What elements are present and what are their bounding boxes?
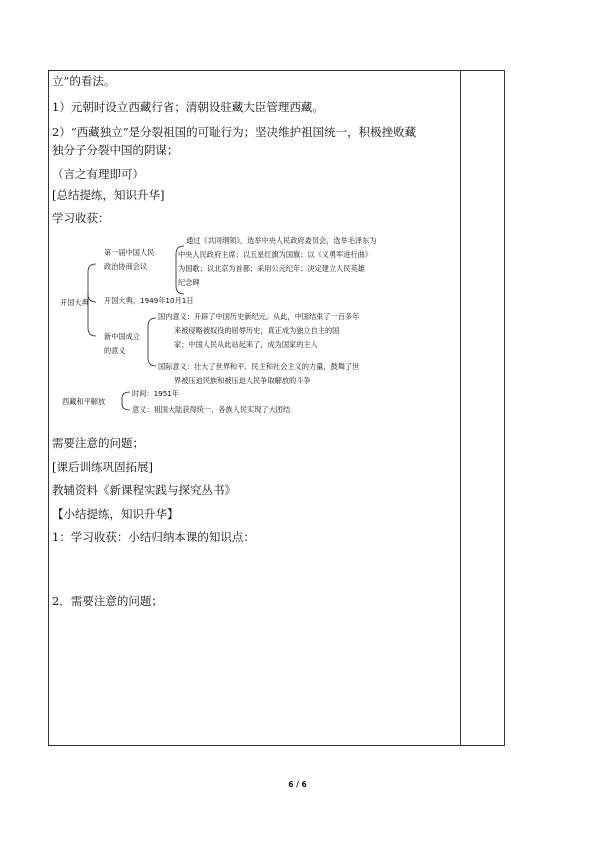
text-line: 学习收获： — [52, 211, 110, 225]
text-line: 教辅资料《新课程实践与探究丛书》 — [52, 483, 236, 497]
mindmap-domestic: 来被侵略被奴役的屈辱历史，真正成为独立自主的国 — [174, 326, 340, 335]
text-line: （言之有理即可） — [52, 167, 144, 181]
mindmap-significance-line: 新中国成立 — [104, 332, 140, 341]
section-heading: [总结提练，知识升华] — [52, 188, 165, 202]
text-line: 2．需要注意的问题； — [52, 594, 163, 608]
mindmap-meeting-line: 政治协商会议 — [104, 262, 148, 271]
mindmap-international: 界被压迫民族和被压迫人民争取解放的斗争 — [174, 376, 311, 385]
mindmap-ceremony: 开国大典，1949年10月1日 — [104, 296, 194, 305]
text-line: 需要注意的问题； — [52, 436, 144, 450]
mindmap-meeting-detail: 纪念碑 — [178, 278, 200, 287]
table-column-divider — [460, 70, 461, 746]
text-line: 1：学习收获：小结归纳本课的知识点： — [52, 530, 255, 544]
mindmap-meeting-detail: 为国歌；以北京为首都；采用公元纪年；决定建立人民英雄 — [178, 264, 365, 273]
mindmap-domestic: 家；中国人民从此站起来了，成为国家的主人 — [174, 340, 318, 349]
section-heading: [课后训练巩固拓展] — [52, 460, 153, 474]
mindmap-tibet: 西藏和平解放 — [62, 397, 106, 406]
mindmap-significance-line: 的意义 — [104, 346, 126, 355]
mindmap-meeting-line: 第一届中国人民 — [104, 248, 155, 257]
text-line: 2）“西藏独立”是分裂祖国的可耻行为；坚决维护祖国统一，积极挫败藏 — [52, 125, 417, 139]
text-line: 独分子分裂中国的阴谋； — [52, 143, 179, 157]
mindmap-meeting-detail: 中央人民政府主席；以五星红旗为国旗；以《义勇军进行曲》 — [178, 250, 373, 259]
mindmap-international: 国际意义：壮大了世界和平、民主和社会主义的力量，鼓舞了世 — [158, 362, 360, 371]
mindmap-tibet-time: 时间：1951年 — [132, 389, 180, 398]
mindmap-domestic: 国内意义：开辟了中国历史新纪元。从此，中国结束了一百多年 — [158, 312, 360, 321]
mindmap-meeting-detail: 通过《共同纲领》，选举中央人民政府委员会，选举毛泽东为 — [186, 236, 377, 245]
section-heading: 【小结提练，知识升华】 — [52, 507, 179, 521]
text-line: 1）元朝时设立西藏行省；清朝设驻藏大臣管理西藏。 — [52, 100, 324, 114]
mindmap-tibet-meaning: 意义：祖国大陆获得统一，各族人民实现了大团结 — [132, 405, 291, 414]
page-number: 6 / 6 — [288, 780, 307, 789]
text-line: 立”的看法。 — [52, 74, 116, 88]
knowledge-mindmap — [52, 232, 456, 432]
mindmap-root: 开国大典 — [60, 298, 89, 307]
